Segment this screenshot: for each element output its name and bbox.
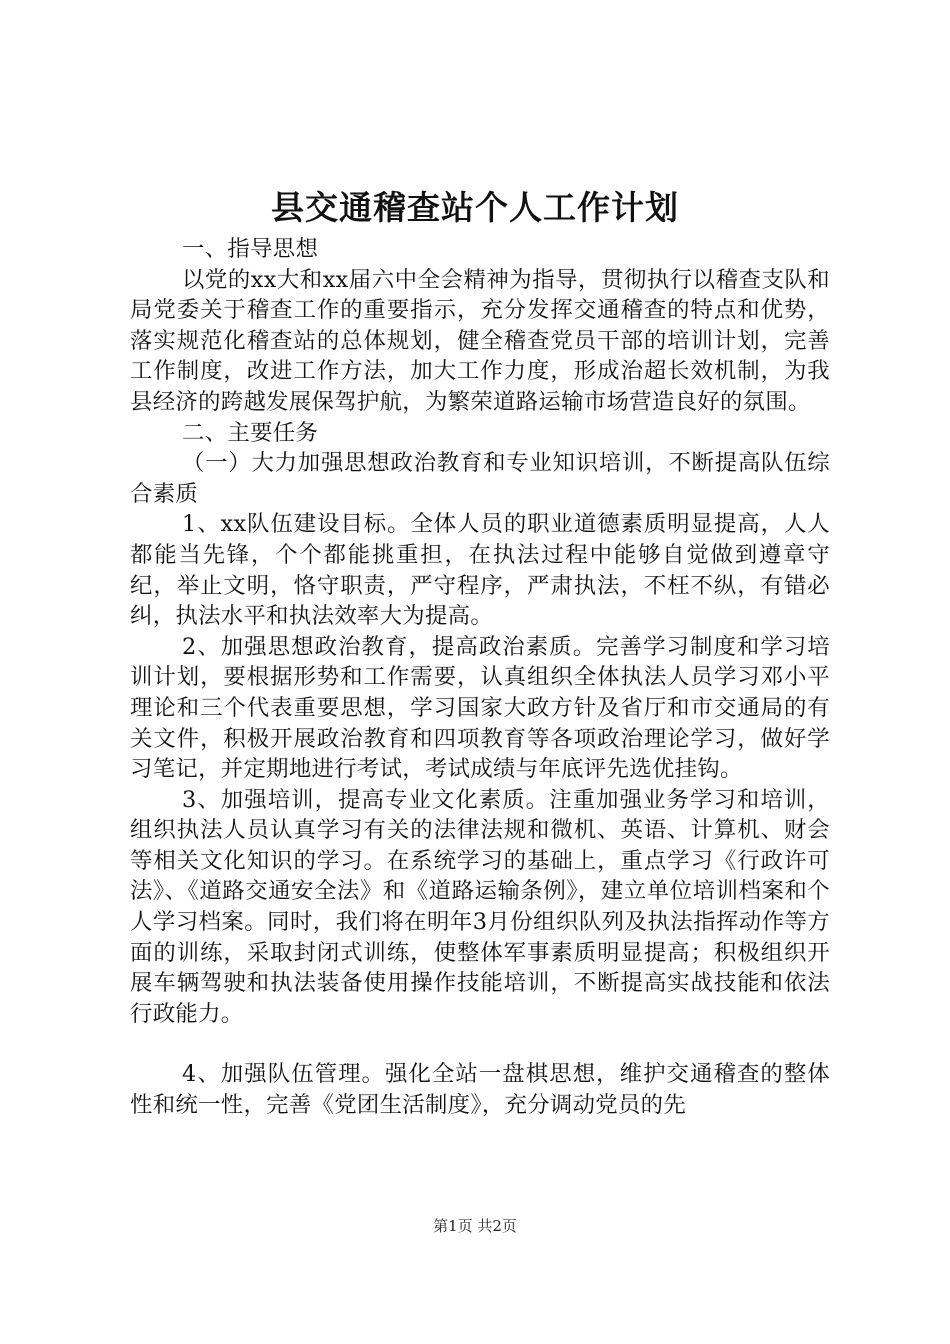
page-footer: 第1页 共2页 (433, 1217, 517, 1235)
paragraph-spacer (130, 1029, 830, 1059)
item-3-paragraph: 3、加强培训，提高专业文化素质。注重加强业务学习和培训，组织执法人员认真学习有关的法律法规和微机、英语、计算机、财会等相关文化知识的学习。在系统学习的基础上，重点学习《行政许可法》、《道路交通安全法》和《道路运输条例》，建立单位培训档案和个人学习档案。同时，我们将在明年3月份组织队列及执法指挥动作等方面的训练，采取封闭式训练，使整体军事素质明显提高；积极组织开展车辆驾驶和执法装备使用操作技能培训，不断提高实战技能和依法行政能力。 (130, 786, 830, 1027)
item-2-paragraph: 2、加强思想政治教育，提高政治素质。完善学习制度和学习培训计划，要根据形势和工作需要，认真组织全体执法人员学习邓小平理论和三个代表重要思想，学习国家大政方针及省厅和市交通局的有关文件，积极开展政治教育和四项教育等各项政治理论学习，做好学习笔记，并定期地进行考试，考试成绩与年底评先选优挂钩。 (130, 633, 830, 783)
section-2-heading: 二、主要任务 (182, 419, 319, 446)
document-title: 县交通稽查站个人工作计划 (271, 188, 679, 227)
document-body (130, 234, 830, 1121)
section-1-heading: 一、指导思想 (182, 236, 319, 262)
item-1-paragraph: 1、xx队伍建设目标。全体人员的职业道德素质明显提高，人人都能当先锋，个个都能挑重担，在执法过程中能够自觉做到遵章守纪，举止文明，恪守职责，严守程序，严肃执法，不枉不纵，有错必纠，执法水平和执法效率大为提高。 (130, 511, 830, 630)
item-4-paragraph: 4、加强队伍管理。强化全站一盘棋思想，维护交通稽查的整体性和统一性，完善《党团生活制度》，充分调动党员的先 (130, 1061, 830, 1119)
subsection-1-heading: （一）大力加强思想政治教育和专业知识培训，不断提高队伍综合素质 (130, 450, 830, 507)
section-1-paragraph: 以党的xx大和xx届六中全会精神为指导，贯彻执行以稽查支队和局党委关于稽查工作的重要指示，充分发挥交通稽查的特点和优势，落实规范化稽查站的总体规划，健全稽查党员干部的培训计划，完善工作制度，改进工作方法，加大工作力度，形成治超长效机制，为我县经济的跨越发展保驾护航，为繁荣道路运输市场营造良好的氛围。 (130, 266, 830, 415)
